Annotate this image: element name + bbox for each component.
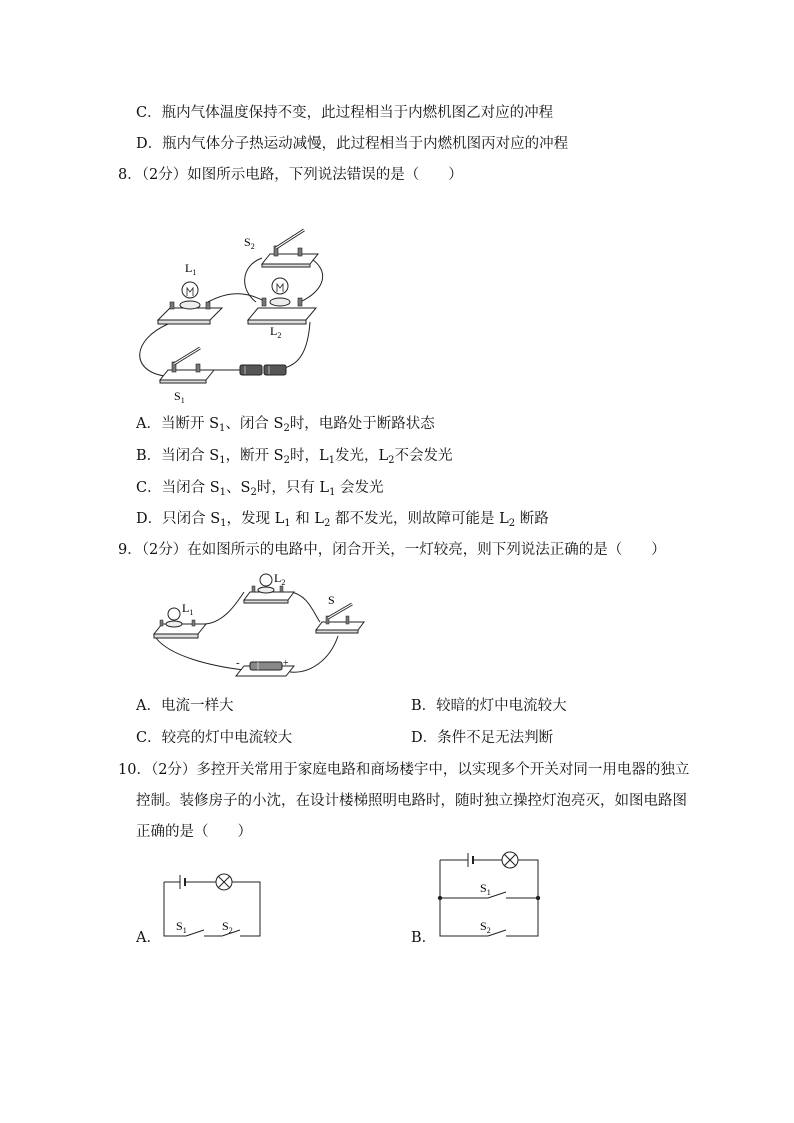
q9-switch-s — [316, 604, 364, 633]
q9-option-b: B．较暗的灯中电流较大 — [411, 698, 567, 714]
q8-stem: 8．（2分）如图所示电路，下列说法错误的是（ ） — [118, 167, 463, 183]
q9-wire — [290, 592, 320, 622]
q7-option-d: D．瓶内气体分子热运动减慢，此过程相当于内燃机图丙对应的冲程 — [136, 136, 569, 152]
q9-label-l2: $L_2$ — [274, 571, 286, 587]
q10a-lamp — [216, 874, 232, 890]
q9-lamp-l1 — [154, 608, 206, 638]
q8-option-b: B．当闭合 $S_1$，断开 $S_2$时，$L_1$发光，$L_2$不会发光 — [136, 448, 453, 466]
q9-option-d: D．条件不足无法判断 — [411, 730, 554, 746]
q10-option-a-label: A． — [136, 930, 161, 946]
q9-label-l1: $L_1$ — [182, 601, 194, 617]
q8-option-c: C．当闭合 $S_1$、$S_2$时，只有 $L_1$ 会发光 — [136, 480, 384, 498]
q9-wire — [200, 592, 244, 624]
q9-wire — [290, 636, 338, 672]
q8-lamp-l2 — [248, 278, 316, 324]
q8-wire — [208, 294, 266, 302]
q10-circuit-a — [160, 868, 266, 942]
q8-label-l1: $L_1$ — [185, 261, 197, 277]
q9-lamp-l2 — [244, 574, 294, 603]
q10b-switch-s1 — [488, 892, 506, 898]
q8-battery — [240, 365, 286, 375]
q9-wire — [156, 638, 244, 670]
q10-stem-line3: 正确的是（ ） — [136, 824, 252, 840]
svg-text:S1: $S_1$ — [176, 919, 187, 935]
q8-circuit-figure — [130, 220, 350, 410]
q9-stem: 9．（2分）在如图所示的电路中，闭合开关，一灯较亮，则下列说法正确的是（ ） — [118, 542, 666, 558]
q10a-cell — [180, 875, 185, 889]
q9-option-a: A．电流一样大 — [136, 698, 234, 714]
q7-option-c: C．瓶内气体温度保持不变，此过程相当于内燃机图乙对应的冲程 — [136, 105, 554, 121]
q8-wire — [284, 322, 310, 368]
q10b-lamp — [502, 852, 518, 868]
svg-text:S1: $S_1$ — [480, 881, 491, 897]
svg-text:S2: $S_2$ — [480, 919, 491, 935]
q9-label-plus: + — [283, 658, 289, 669]
q9-label-s: S — [328, 593, 335, 607]
q8-label-s1: $S_1$ — [174, 389, 185, 405]
q8-switch-s1 — [160, 348, 214, 383]
q10b-switch-s2 — [488, 930, 506, 936]
q8-wire — [245, 258, 262, 302]
q10b-cell — [468, 853, 473, 867]
q10a-switch-s1 — [186, 930, 222, 936]
q9-label-minus: - — [236, 657, 240, 669]
q8-option-d: D．只闭合 $S_1$，发现 $L_1$ 和 $L_2$ 都不发光，则故障可能是 $L_2$ 断路 — [136, 511, 549, 529]
q10-option-b-label: B． — [411, 930, 437, 946]
q8-option-a: A．当断开 $S_1$、闭合 $S_2$时，电路处于断路状态 — [136, 416, 435, 434]
q8-lamp-l1 — [158, 282, 222, 324]
q9-circuit-figure — [140, 568, 370, 684]
q8-switch-s2 — [262, 230, 318, 267]
q8-label-s2: $S_2$ — [244, 235, 255, 251]
q9-option-c: C．较亮的灯中电流较大 — [136, 730, 293, 746]
q8-label-l2: $L_2$ — [270, 324, 282, 340]
svg-text:S2: $S_2$ — [222, 919, 233, 935]
q10-stem-line1: 10．（2分）多控开关常用于家庭电路和商场楼宇中，以实现多个开关对同一用电器的独立 — [118, 762, 690, 778]
q10-stem-line2: 控制。装修房子的小沈，在设计楼梯照明电路时，随时独立操控灯泡亮灭，如图电路图 — [136, 793, 687, 809]
q8-wire — [140, 324, 168, 376]
q10-circuit-b — [436, 848, 544, 942]
